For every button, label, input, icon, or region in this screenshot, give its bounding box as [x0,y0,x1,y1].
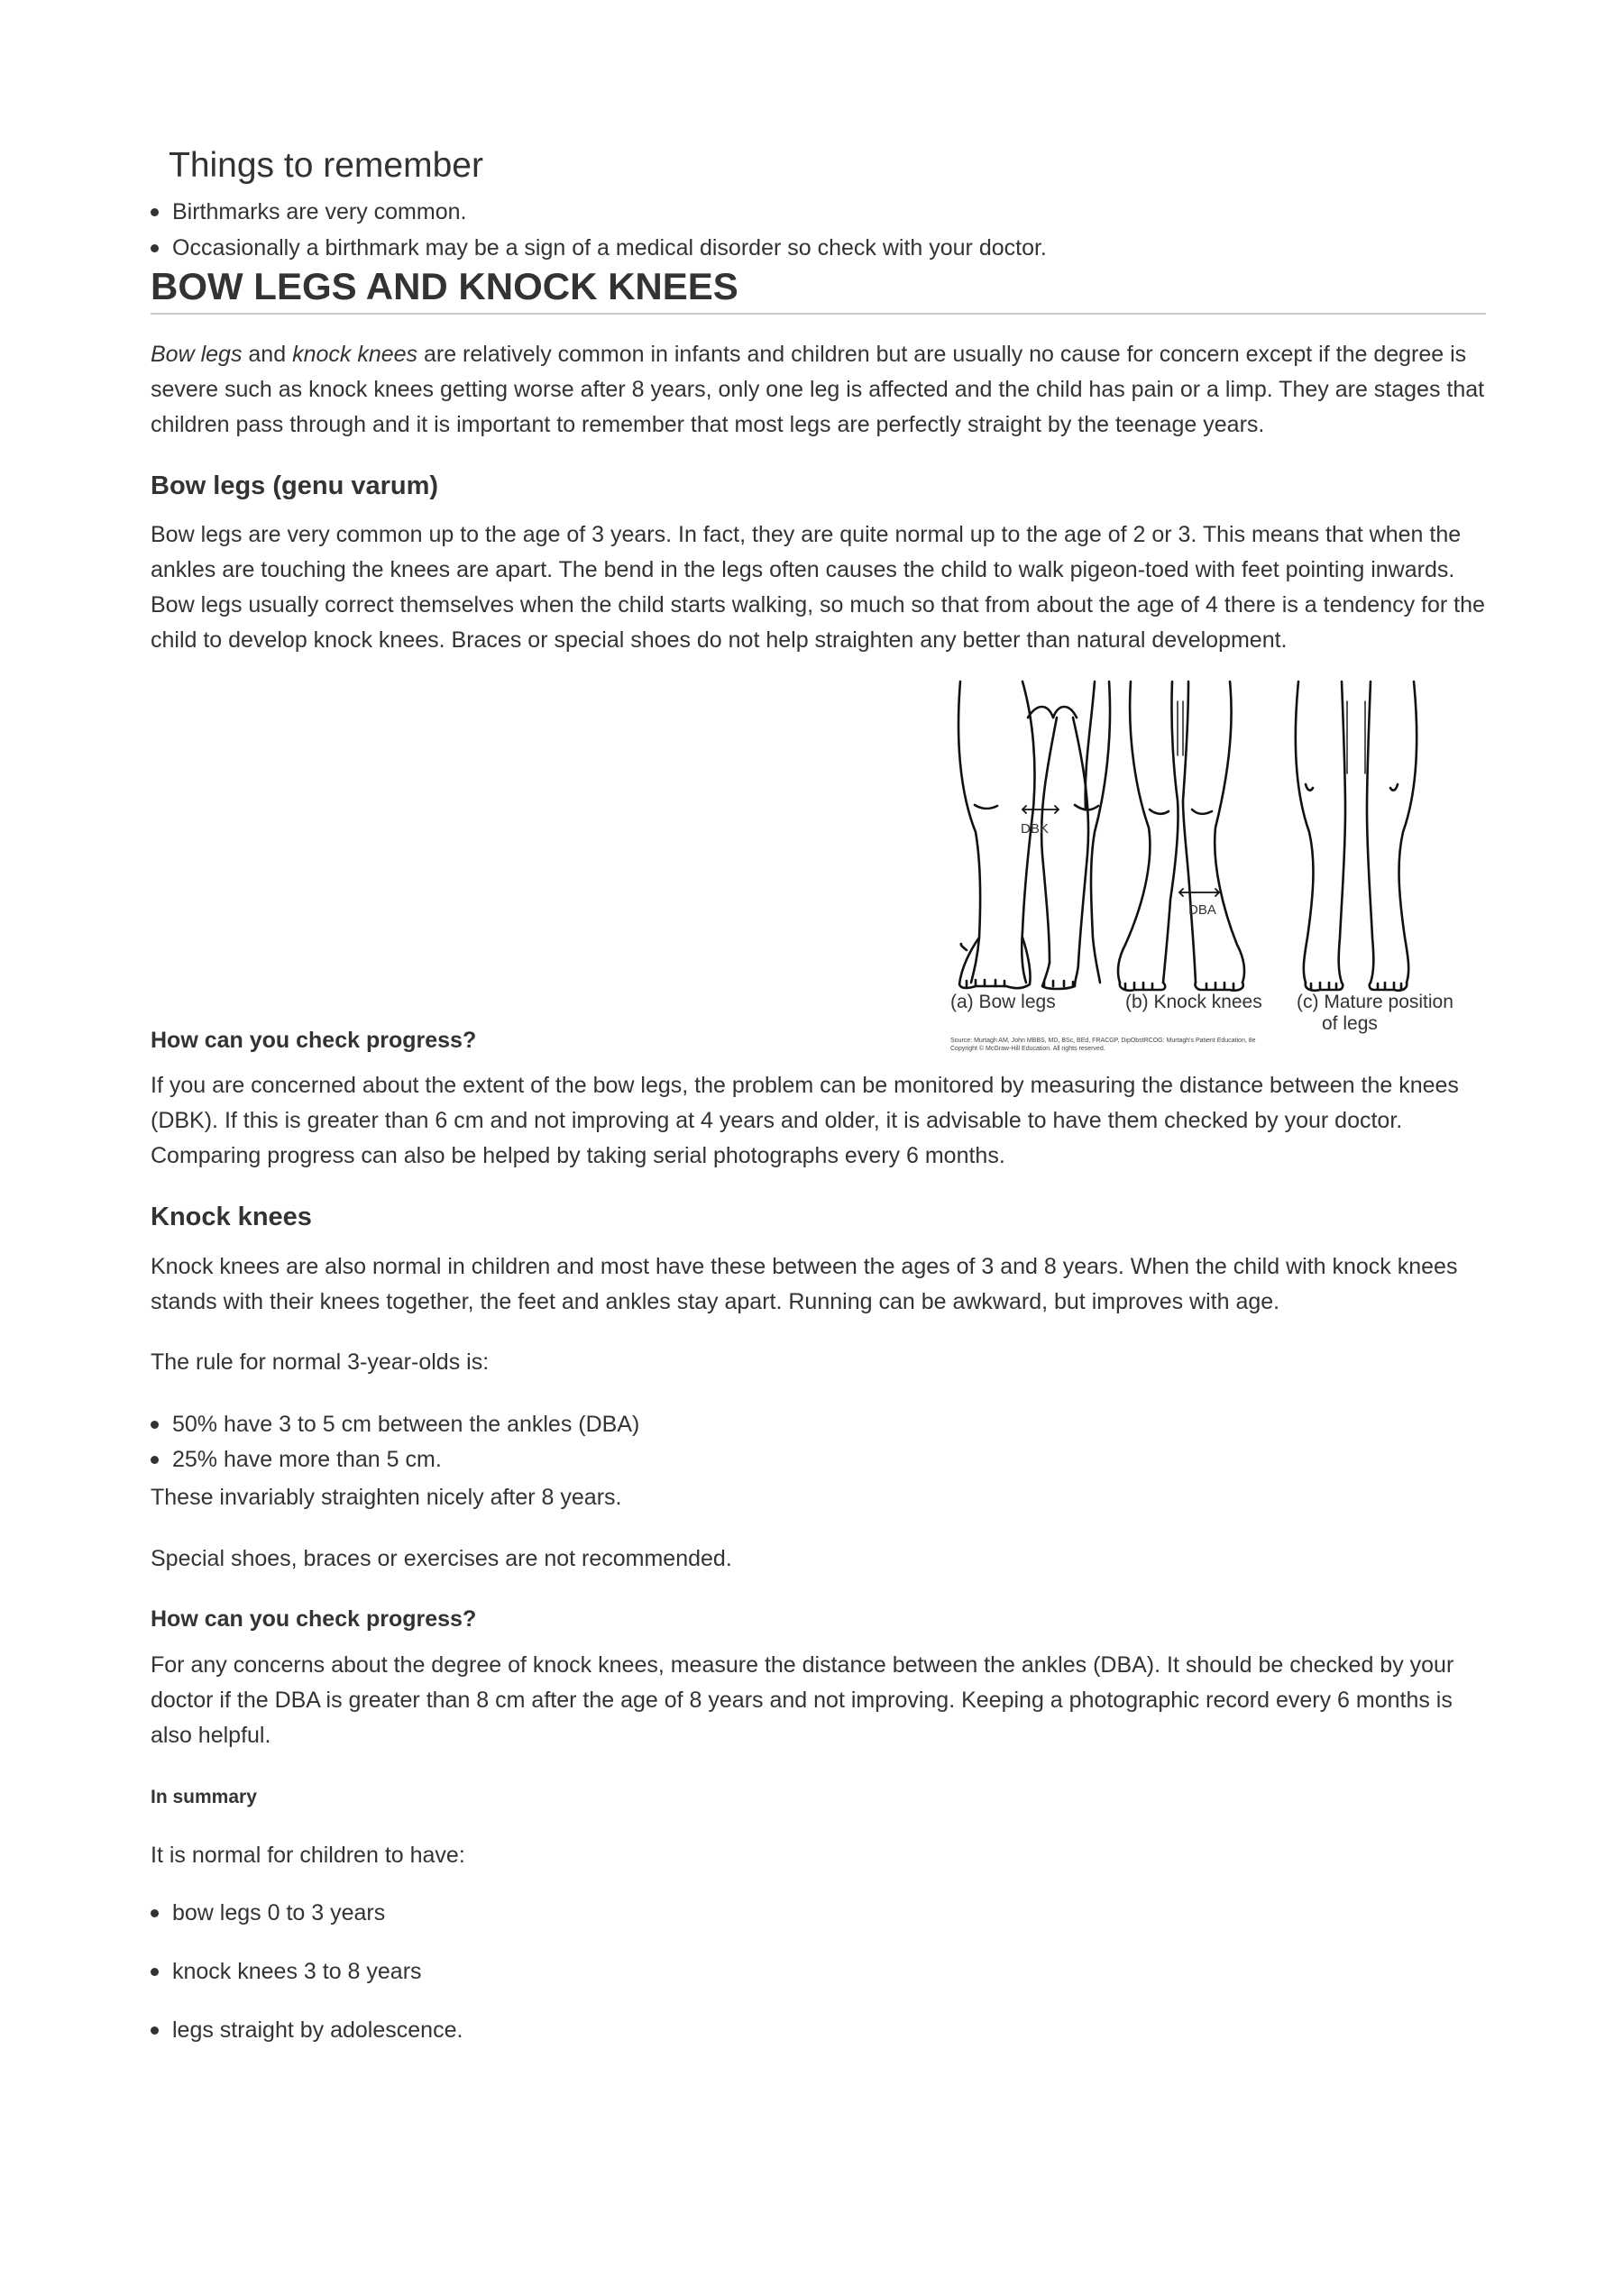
bullet-icon [151,1968,159,1976]
bullet-icon [151,1456,159,1464]
summary-item [172,1896,385,1931]
legs-illustration [949,674,1473,1055]
bullet-icon [151,208,159,216]
article-title: BOW LEGS AND KNOCK KNEES [151,265,738,307]
bullet-icon [151,2026,159,2035]
summary-lead: It is normal for children to have: [151,1843,465,1868]
rule-item [172,1442,442,1477]
intro-em-bow-legs: Bow legs [151,342,243,367]
figure-source: Source: Murtagh AM, John MBBS, MD, BSc, BEd, FRACGP, DipObstRCOG: Murtagh's Patient Education, 8e [950,1038,1256,1044]
summary-item-text: legs straight by adolescence. [172,2017,463,2043]
intro-paragraph [151,337,1490,443]
intro-text: and [242,342,293,367]
bullet-icon [151,1421,159,1429]
summary-item-text: bow legs 0 to 3 years [172,1900,386,1926]
mature-legs-figure [1296,681,1417,991]
things-to-remember-heading: Things to remember [169,146,483,185]
bullet-icon [151,244,159,252]
figure-copyright: Copyright © McGraw-Hill Education. All rights reserved. [950,1046,1105,1052]
summary-item [172,1954,422,1990]
bow-legs-heading: Bow legs (genu varum) [151,471,439,500]
summary-item-text: knock knees 3 to 8 years [172,1959,422,1984]
bow-legs-progress-paragraph: If you are concerned about the extent of the bow legs, the problem can be monitored by measuring the distance between the knees (DBK). If this is greater than 6 cm and not improving at 4 years and older, it is advisable to have them checked by your doctor. Comparing progress can also be helped by taking serial photographs every 6 months. [151,1073,1459,1168]
remember-item [172,231,1047,266]
intro-text: are relatively common in infants and children but are usually no cause for concern except if the degree is severe such as knock knees getting worse after 8 years, only one leg is affected and the child has pain or a limp. They are stages that children pass through and it is important to remember that most legs are perfectly straight by the teenage years. [151,342,1485,437]
knock-knees-progress-heading: How can you check progress? [151,1606,477,1632]
caption-mature: (c) Mature position [1297,992,1453,1012]
rule-item [172,1407,639,1442]
summary-item [172,2013,463,2048]
bow-legs-paragraph: Bow legs are very common up to the age of 3 years. In fact, they are quite normal up to the age of 2 or 3. This means that when the ankles are touching the knees are apart. The bend in the legs often causes the child to walk pigeon-toed with feet pointing inwards. Bow legs usually correct themselves when the child starts walking, so much so that from about the age of 4 there is a tendency for the child to develop knock knees. Braces or special shoes do not help straighten any better than natural development. [151,522,1485,653]
bow-legs-progress-heading: How can you check progress? [151,1028,477,1053]
rule-item-text: 50% have 3 to 5 cm between the ankles (DBA) [172,1412,640,1437]
rule-item-text: 25% have more than 5 cm. [172,1447,442,1472]
knock-knees-progress-paragraph: For any concerns about the degree of knock knees, measure the distance between the ankles (DBA). It should be checked by your doctor if the DBA is greater than 8 cm after the age of 8 years and not improving. Keeping a photographic record every 6 months is also helpful. [151,1652,1454,1748]
rule-text: The rule for normal 3-year-olds is: [151,1349,490,1375]
knock-knees-paragraph: Knock knees are also normal in children and most have these between the ages of 3 and 8 years. When the child with knock knees stands with their knees together, the feet and ankles stay apart. Running can be awkward, but improves with age. [151,1254,1458,1314]
remember-item-text: Occasionally a birthmark may be a sign of a medical disorder so check with your doctor. [172,235,1047,261]
title-divider [151,313,1486,315]
knock-knees-figure [1118,681,1244,991]
caption-bow-legs: (a) Bow legs [950,992,1056,1012]
dbk-label: DBK [1021,821,1049,837]
caption-mature-2: of legs [1322,1013,1378,1034]
remember-item [172,195,466,230]
summary-heading: In summary [151,1787,257,1807]
dba-label: DBA [1188,902,1216,918]
knock-knees-heading: Knock knees [151,1203,312,1231]
intro-em-knock-knees: knock knees [292,342,418,367]
remember-item-text: Birthmarks are very common. [172,199,467,224]
shoes-text: Special shoes, braces or exercises are not recommended. [151,1546,732,1571]
caption-knock-knees: (b) Knock knees [1125,992,1262,1012]
bullet-icon [151,1909,159,1917]
straighten-text: These invariably straighten nicely after 8 years. [151,1485,622,1510]
